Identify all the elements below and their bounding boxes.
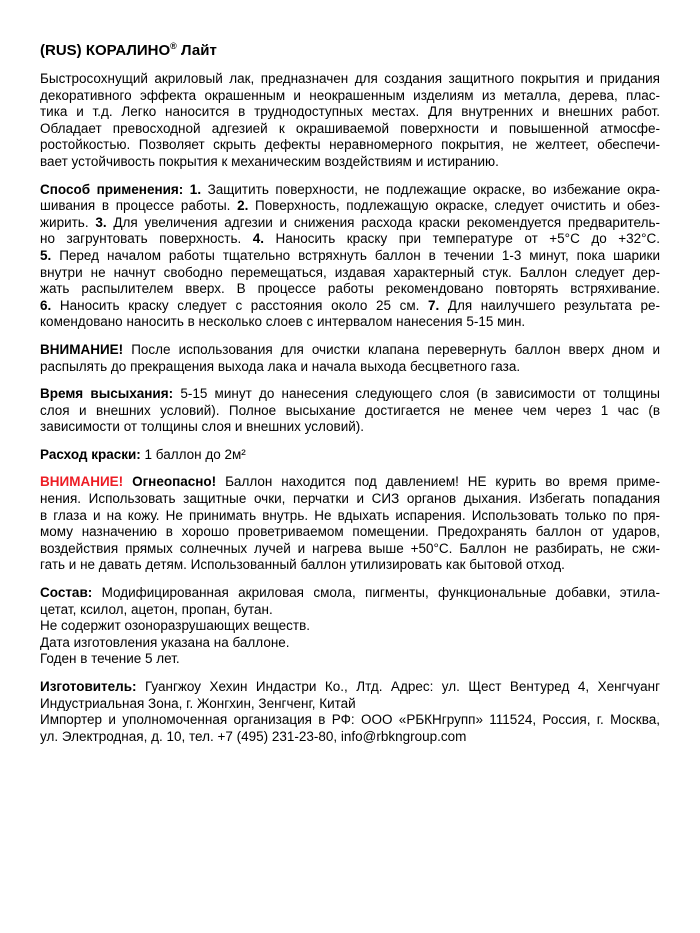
- text-line: [40, 248, 660, 265]
- text-line: [40, 154, 660, 171]
- text-line: [40, 419, 660, 436]
- bold-lead-text: 4.: [252, 231, 265, 247]
- body-text: ростойкостью. Позволяет скрыть дефекты неравномерного покрытия, не желтеет, обеспечи-: [40, 137, 660, 153]
- text-line: [40, 104, 660, 121]
- text-line: [40, 403, 660, 420]
- paragraph-description: [40, 71, 660, 171]
- bold-lead-text: 7.: [427, 297, 440, 313]
- body-text: гать и не давать детям. Использованный баллон утилизировать как бытовой отход.: [40, 557, 565, 573]
- paragraph-manufacturer: [40, 679, 660, 745]
- bold-lead-text: 6.: [40, 297, 52, 313]
- body-text: Импортер и уполномоченная организация в РФ: ООО «РБКНгрупп» 111524, Россия, г. Москва,: [40, 712, 660, 728]
- text-line: [40, 541, 660, 558]
- body-text: Для увеличения адгезии и снижения расхода краски рекомендуется предваритель-: [106, 214, 660, 230]
- body-text: но загрунтовать поверхность.: [40, 231, 253, 247]
- bold-lead-text: 2.: [237, 198, 249, 214]
- body-text: Быстросохнущий акриловый лак, предназначен для создания защитного покрытия и придания: [40, 71, 660, 86]
- paragraph-valve-warning: [40, 342, 660, 375]
- text-line: [40, 215, 660, 232]
- paragraph-fire-warning: [40, 474, 660, 574]
- body-text: 1 баллон до 2м²: [140, 446, 246, 462]
- body-text: Защитить поверхности, не подлежащие окраске, во избежание окра-: [201, 181, 661, 197]
- warning-text: ВНИМАНИЕ!: [40, 474, 124, 490]
- bold-lead-text: Огнеопасно!: [132, 474, 217, 490]
- body-text: Модифицированная акриловая смола, пигменты, функциональные добавки, этила-: [92, 585, 660, 601]
- text-line: [40, 635, 660, 652]
- text-line: [40, 557, 660, 574]
- body-text: Индустриальная Зона, г. Жонгхин, Зенгченг, Китай: [40, 695, 356, 711]
- registered-trademark-symbol: ®: [170, 41, 177, 51]
- paragraph-drying-time: [40, 386, 660, 436]
- paragraph-composition: [40, 585, 660, 668]
- body-text: жирить.: [40, 214, 96, 230]
- body-text: Наносить краску следует с расстояния около 25 см.: [51, 297, 428, 313]
- bold-lead-text: Состав:: [40, 585, 93, 601]
- page-title: [40, 42, 660, 60]
- text-line: [40, 88, 660, 105]
- body-text: слоя и внешних условий). Полное высыхание достигается не менее чем через 1 час (в: [40, 402, 660, 418]
- paragraph-consumption: [40, 447, 660, 464]
- body-text: декоративного эффекта окрашенным и неокрашенным изделиям из металла, дерева, плас-: [40, 87, 660, 103]
- title-language-prefix: (RUS) КОРАЛИНО: [40, 42, 171, 59]
- body-text: жать распылителем вверх. В процессе работы рекомендовано повторять встряхивание.: [40, 281, 660, 297]
- body-text: вает устойчивость покрытия к механическим воздействиям и истиранию.: [40, 153, 499, 169]
- body-text: Баллон находится под давлением! НЕ курить во время приме-: [216, 474, 660, 490]
- body-text: шивания в процессе работы.: [40, 198, 238, 214]
- text-line: [40, 137, 660, 154]
- text-line: [40, 198, 660, 215]
- text-line: [40, 474, 660, 491]
- body-text: цетат, ксилол, ацетон, пропан, бутан.: [40, 601, 273, 617]
- body-text: Обладает превосходной адгезией к окрашиваемой поверхности и повышенной атмосфе-: [40, 120, 660, 136]
- body-text: Перед началом работы тщательно встряхнуть баллон в течении 1-3 минут, пока шарики: [51, 247, 660, 263]
- text-line: [40, 314, 660, 331]
- text-line: [40, 386, 660, 403]
- text-line: [40, 618, 660, 635]
- body-text: Гуангжоу Хехин Индастри Ко., Лтд. Адрес: ул. Щест Вентуред 4, Хенгчуанг: [136, 679, 660, 694]
- bold-lead-text: 5.: [40, 247, 52, 263]
- body-text: Наносить краску при температуре от +5°С до +32°С.: [264, 231, 660, 247]
- text-line: [40, 696, 660, 713]
- text-line: [40, 342, 660, 359]
- text-line: [40, 585, 660, 602]
- body-text: 5-15 минут до нанесения следующего слоя (в зависимости от толщины: [173, 386, 660, 402]
- body-text: Поверхность, подлежащую окраске, следует очистить и обез-: [248, 198, 660, 214]
- text-line: [40, 602, 660, 619]
- body-text: ул. Электродная, д. 10, тел. +7 (495) 231-23-80, info@rbkngroup.com: [40, 728, 467, 744]
- body-text: воздействия прямых солнечных лучей и нагрева выше +50°С. Баллон не разбирать, не сжи-: [40, 540, 660, 556]
- text-line: [40, 231, 660, 248]
- body-text: Не содержит озоноразрушающих веществ.: [40, 618, 311, 634]
- text-line: [40, 359, 660, 376]
- text-line: [40, 447, 660, 464]
- text-line: [40, 679, 660, 696]
- body-text: [123, 474, 132, 489]
- body-text: в глаза и на кожу. Не принимать внутрь. Не вдыхать испарения. Использовать только по пря-: [40, 507, 660, 523]
- text-line: [40, 651, 660, 668]
- text-line: [40, 182, 660, 199]
- body-text: тика и т.д. Легко наносится в труднодоступных местах. Для внутренних и внешних работ.: [40, 104, 660, 120]
- body-text: распылять до прекращения выхода лака и начала выхода бесцветного газа.: [40, 358, 521, 374]
- bold-lead-text: 3.: [95, 214, 107, 230]
- body-text: зависимости от толщины слоя и внешних условий).: [40, 419, 365, 435]
- text-line: [40, 121, 660, 138]
- body-text: Годен в течение 5 лет.: [40, 651, 180, 667]
- body-text: Дата изготовления указана на баллоне.: [40, 634, 290, 650]
- body-text: внутри не начнут свободно перемещаться, издавая характерный стук. Баллон следует дер-: [40, 264, 660, 280]
- body-text: нения. Использовать защитные очки, перчатки и СИЗ органов дыхания. Избегать попадания: [40, 491, 660, 507]
- bold-lead-text: Изготовитель:: [40, 679, 137, 694]
- body-text: комендовано наносить в несколько слоев с интервалом нанесения 5-15 мин.: [40, 314, 526, 330]
- bold-lead-text: Время высыхания:: [40, 386, 174, 402]
- bold-lead-text: Способ применения: 1.: [40, 181, 202, 197]
- paragraph-usage: [40, 182, 660, 331]
- body-text: мому назначению в хорошо проветриваемом помещении. Предохранять баллон от ударов,: [40, 524, 660, 540]
- text-line: [40, 281, 660, 298]
- text-line: [40, 491, 660, 508]
- body-text: После использования для очистки клапана перевернуть баллон вверх дном и: [123, 341, 660, 357]
- text-line: [40, 524, 660, 541]
- text-line: [40, 265, 660, 282]
- bold-lead-text: Расход краски:: [40, 446, 141, 462]
- text-line: [40, 298, 660, 315]
- body-text: Для наилучшего результата ре-: [439, 297, 660, 313]
- text-line: [40, 71, 660, 88]
- text-line: [40, 729, 660, 746]
- bold-lead-text: ВНИМАНИЕ!: [40, 341, 124, 357]
- title-variant-suffix: Лайт: [176, 42, 217, 59]
- text-line: [40, 508, 660, 525]
- document-body: [40, 71, 660, 745]
- text-line: [40, 712, 660, 729]
